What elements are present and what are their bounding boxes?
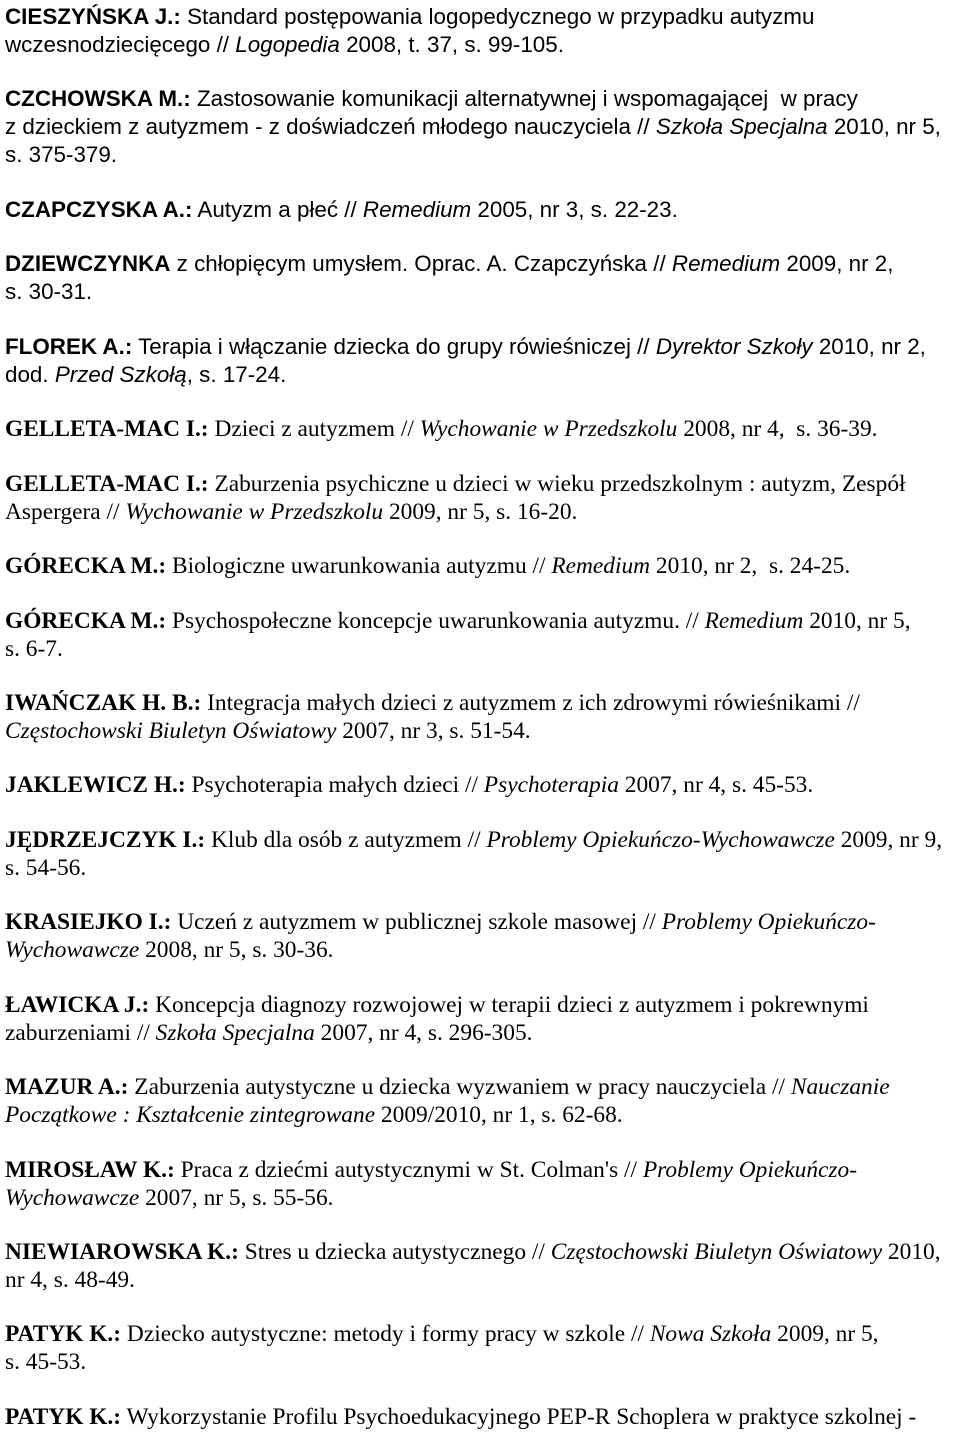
- entry-journal: Wychowawcze: [5, 937, 140, 964]
- bibliography-entry: [5, 552, 960, 580]
- entry-text: 2007, nr 4, s. 45-53.: [618, 772, 814, 799]
- entry-text: 2007, nr 5, s. 55-56.: [139, 1184, 334, 1211]
- entry-line: [5, 1266, 960, 1294]
- entry-text: Klub dla osób z autyzmem //: [205, 826, 487, 853]
- entry-journal: Remedium: [362, 196, 472, 222]
- entry-line: [5, 196, 960, 224]
- entry-author: GÓRECKA M.:: [5, 607, 167, 634]
- bibliography-entry: [5, 826, 960, 882]
- entry-line: [5, 689, 960, 717]
- entry-line: [5, 470, 960, 498]
- entry-text: Koncepcja diagnozy rozwojowej w terapii dzieci z autyzmem i pokrewnymi: [149, 991, 869, 1018]
- entry-line: [5, 552, 960, 580]
- entry-author: DZIEWCZYNKA: [5, 251, 171, 277]
- entry-text: 2008, t. 37, s. 99-105.: [339, 32, 564, 57]
- entry-line: [5, 1073, 960, 1101]
- bibliography-entry: [5, 250, 960, 306]
- entry-journal: Częstochowski Biuletyn Oświatowy: [550, 1239, 883, 1265]
- bibliography-entry: [5, 1073, 960, 1129]
- entry-text: z chłopięcym umysłem. Oprac. A. Czapczyńska //: [170, 251, 672, 277]
- bibliography-entry: [5, 771, 960, 799]
- entry-text: zaburzeniami //: [5, 1019, 156, 1046]
- entry-text: dod.: [5, 361, 55, 387]
- bibliography-entry: [5, 908, 960, 964]
- entry-line: [5, 113, 960, 141]
- entry-text: , s. 17-24.: [186, 361, 287, 387]
- entry-text: z dzieckiem z autyzmem - z doświadczeń młodego nauczyciela //: [5, 114, 656, 140]
- bibliography-entry: [5, 3, 960, 59]
- entry-line: [5, 498, 960, 526]
- entry-line: [5, 1348, 960, 1376]
- entry-author: PATYK K.:: [5, 1403, 122, 1430]
- entry-author: JĘDRZEJCZYK I.:: [5, 826, 206, 853]
- bibliography-entry: [5, 333, 960, 389]
- entry-line: [5, 1156, 960, 1184]
- entry-text: 2007, nr 3, s. 51-54.: [336, 717, 531, 744]
- bibliography-entry: [5, 689, 960, 745]
- entry-line: [5, 854, 960, 882]
- bibliography-entry: [5, 607, 960, 663]
- entry-author: GELLETA-MAC I.:: [5, 416, 209, 443]
- entry-text: Terapia i włączanie dziecka do grupy rówieśniczej //: [132, 333, 656, 359]
- entry-text: 2010, nr 5,: [803, 607, 911, 634]
- entry-text: Dzieci z autyzmem //: [208, 416, 420, 443]
- entry-text: Stres u dziecka autystycznego //: [238, 1239, 551, 1265]
- entry-text: Integracja małych dzieci z autyzmem z ich zdrowymi rówieśnikami //: [201, 689, 860, 716]
- entry-line: [5, 1403, 960, 1431]
- entry-journal: Dyrektor Szkoły: [655, 333, 813, 359]
- entry-text: Wykorzystanie Profilu Psychoedukacyjnego PEP-R Schoplera w praktyce szkolnej -: [121, 1403, 917, 1430]
- entry-line: [5, 415, 960, 443]
- entry-line: [5, 607, 960, 635]
- entry-journal: Remedium: [551, 553, 651, 580]
- entry-text: s. 375-379.: [5, 142, 118, 168]
- entry-line: [5, 250, 960, 278]
- bibliography-entry: [5, 1238, 960, 1294]
- entry-text: Standard postępowania logopedycznego w przypadku autyzmu: [180, 4, 815, 29]
- entry-journal: Szkoła Specjalna: [655, 114, 828, 140]
- entry-text: s. 45-53.: [5, 1349, 87, 1376]
- entry-journal: Problemy Opiekuńczo-: [661, 909, 876, 936]
- bibliography-entry: [5, 1403, 960, 1431]
- entry-line: [5, 771, 960, 799]
- entry-journal: Problemy Opiekuńczo-Wychowawcze: [486, 826, 835, 853]
- entry-text: wczesnodziecięcego //: [5, 32, 236, 57]
- entry-author: CZCHOWSKA M.:: [5, 86, 191, 112]
- entry-line: [5, 1019, 960, 1047]
- entry-text: 2009, nr 9,: [834, 826, 943, 853]
- entry-author: IWAŃCZAK H. B.:: [5, 689, 202, 716]
- entry-text: s. 30-31.: [5, 279, 93, 305]
- bibliography-entry: [5, 470, 960, 526]
- bibliography-entry: [5, 1320, 960, 1376]
- bibliography-entry: [5, 991, 960, 1047]
- entry-text: Biologiczne uwarunkowania autyzmu //: [166, 553, 552, 580]
- entry-text: 2010, nr 5,: [827, 114, 941, 140]
- entry-text: 2010,: [882, 1239, 941, 1265]
- entry-line: [5, 826, 960, 854]
- entry-author: CZAPCZYSKA A.:: [5, 196, 193, 222]
- entry-text: 2010, nr 2,: [812, 333, 926, 359]
- entry-text: s. 54-56.: [5, 854, 87, 881]
- entry-author: ŁAWICKA J.:: [5, 991, 150, 1018]
- entry-journal: Wychowawcze: [5, 1184, 140, 1211]
- entry-text: 2009/2010, nr 1, s. 62-68.: [375, 1102, 623, 1129]
- entry-line: [5, 936, 960, 964]
- entry-journal: Remedium: [671, 251, 781, 277]
- entry-author: PATYK K.:: [5, 1321, 122, 1348]
- entry-journal: Problemy Opiekuńczo-: [642, 1156, 857, 1183]
- entry-journal: Wychowanie w Przedszkolu: [419, 416, 678, 443]
- entry-text: Psychospołeczne koncepcje uwarunkowania autyzmu. //: [166, 607, 705, 634]
- entry-journal: Częstochowski Biuletyn Oświatowy: [5, 717, 337, 744]
- bibliography-entry: [5, 1156, 960, 1212]
- entry-journal: Początkowe : Kształcenie zintegrowane: [5, 1102, 376, 1129]
- entry-journal: Przed Szkołą: [54, 361, 187, 387]
- entry-author: CIESZYŃSKA J.:: [5, 4, 181, 29]
- entry-line: [5, 3, 960, 31]
- entry-line: [5, 85, 960, 113]
- entry-journal: Wychowanie w Przedszkolu: [125, 498, 384, 525]
- entry-journal: Remedium: [704, 607, 804, 634]
- entry-journal: Nowa Szkoła: [649, 1321, 772, 1348]
- entry-line: [5, 361, 960, 389]
- entry-journal: Psychoterapia: [483, 772, 619, 799]
- entry-journal: Nauczanie: [790, 1074, 890, 1101]
- entry-text: Dziecko autystyczne: metody i formy pracy w szkole //: [121, 1321, 650, 1348]
- entry-text: Aspergera //: [5, 498, 126, 525]
- entry-text: Zaburzenia autystyczne u dziecka wyzwaniem w pracy nauczyciela //: [128, 1074, 791, 1101]
- entry-text: Zaburzenia psychiczne u dzieci w wieku przedszkolnym : autyzm, Zespół: [208, 470, 906, 497]
- entry-line: [5, 991, 960, 1019]
- entry-text: 2009, nr 5, s. 16-20.: [383, 498, 578, 525]
- entry-text: Psychoterapia małych dzieci //: [185, 772, 484, 799]
- entry-text: 2008, nr 4, s. 36-39.: [677, 416, 878, 443]
- entry-text: 2005, nr 3, s. 22-23.: [471, 196, 678, 222]
- entry-line: [5, 333, 960, 361]
- entry-text: 2007, nr 4, s. 296-305.: [314, 1019, 533, 1046]
- entry-journal: Logopedia: [235, 32, 340, 57]
- entry-text: Zastosowanie komunikacji alternatywnej i wspomagającej w pracy: [190, 86, 858, 112]
- entry-line: [5, 141, 960, 169]
- entry-line: [5, 717, 960, 745]
- entry-text: 2009, nr 5,: [771, 1321, 879, 1348]
- entry-line: [5, 908, 960, 936]
- entry-text: s. 6-7.: [5, 635, 63, 662]
- bibliography-entry: [5, 196, 960, 224]
- entry-author: GÓRECKA M.:: [5, 553, 167, 580]
- entry-text: Uczeń z autyzmem w publicznej szkole masowej //: [171, 909, 662, 936]
- entry-text: 2009, nr 2,: [780, 251, 894, 277]
- entry-author: MIROSŁAW K.:: [5, 1156, 175, 1183]
- entry-author: NIEWIAROWSKA K.:: [5, 1239, 239, 1265]
- entry-line: [5, 278, 960, 306]
- entry-text: Autyzm a płeć //: [192, 196, 363, 222]
- entry-text: nr 4, s. 48-49.: [5, 1267, 135, 1293]
- entry-author: GELLETA-MAC I.:: [5, 470, 209, 497]
- entry-text: Praca z dziećmi autystycznymi w St. Colman's //: [174, 1156, 643, 1183]
- entry-text: 2008, nr 5, s. 30-36.: [139, 937, 334, 964]
- entry-line: [5, 1101, 960, 1129]
- entry-author: JAKLEWICZ H.:: [5, 772, 186, 799]
- entry-author: MAZUR A.:: [5, 1074, 129, 1101]
- entry-line: [5, 635, 960, 663]
- entry-line: [5, 1320, 960, 1348]
- entry-author: FLOREK A.:: [5, 333, 133, 359]
- entry-line: [5, 1184, 960, 1212]
- entry-author: KRASIEJKO I.:: [5, 909, 172, 936]
- entry-line: [5, 31, 960, 59]
- entry-journal: Szkoła Specjalna: [155, 1019, 315, 1046]
- entry-line: [5, 1238, 960, 1266]
- entry-text: 2010, nr 2, s. 24-25.: [650, 553, 851, 580]
- bibliography-entry: [5, 415, 960, 443]
- bibliography-entry: [5, 85, 960, 169]
